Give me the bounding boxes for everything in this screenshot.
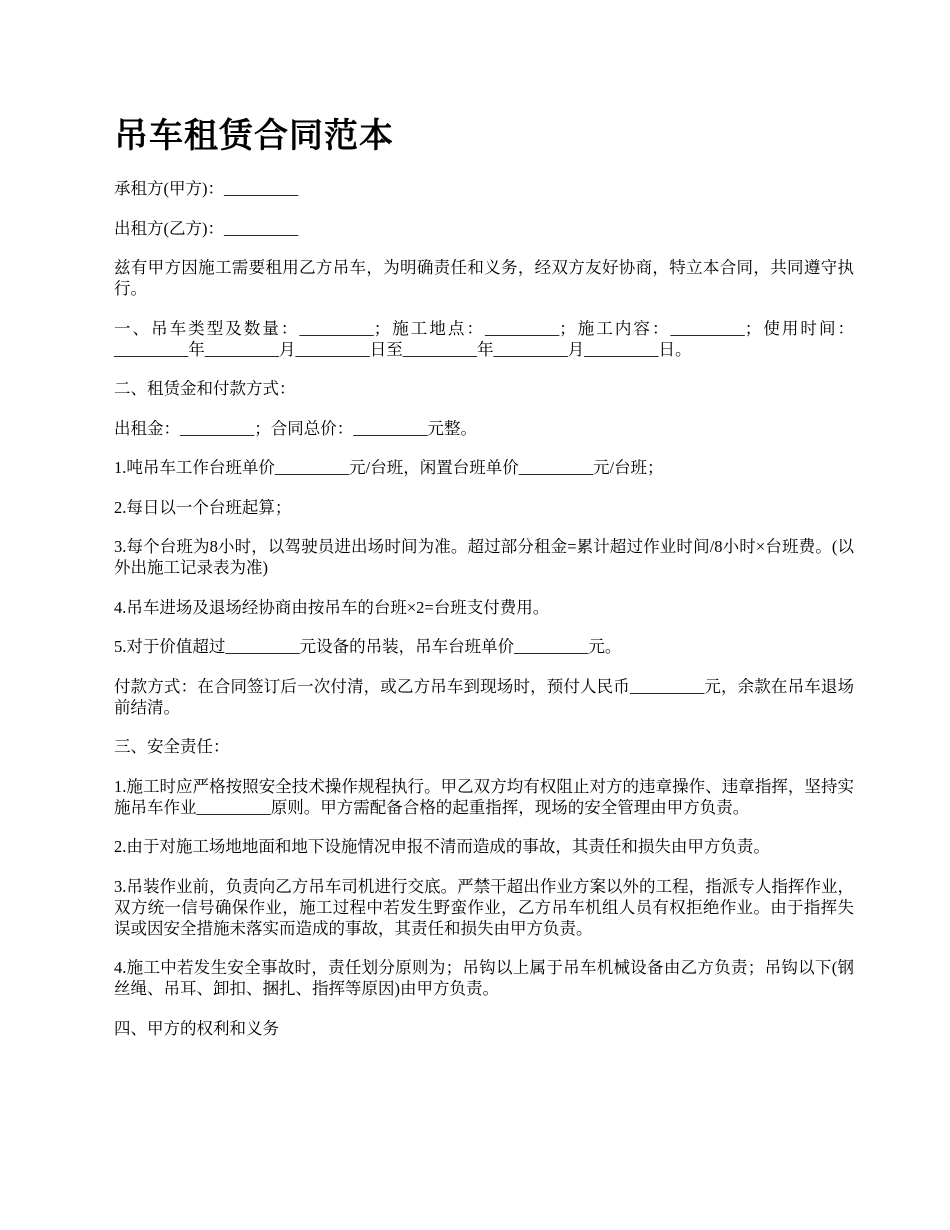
- preamble-paragraph: 兹有甲方因施工需要租用乙方吊车，为明确责任和义务，经双方友好协商，特立本合同，共同遵守执行。: [114, 258, 854, 298]
- section-3-heading: 三、安全责任：: [114, 737, 230, 756]
- safety-item-1: 1.施工时应严格按照安全技术操作规程执行。甲乙双方均有权阻止对方的违章操作、违章指挥，坚持实施吊车作业_________原则。甲方需配备合格的起重指挥，现场的安全管理由甲方负责。: [114, 776, 854, 817]
- rent-item-5: 5.对于价值超过_________元设备的吊装，吊车台班单价_________元。: [114, 637, 622, 656]
- clause-1-crane-type: 一、吊车类型及数量：_________；施工地点：_________；施工内容：_________；使用时间：_________年_________月_________日至_________年_________月_________日。: [114, 318, 854, 359]
- safety-item-2: 2.由于对施工场地地面和地下设施情况申报不清而造成的事故，其责任和损失由甲方负责。: [114, 837, 770, 856]
- document-page: [114, 108, 854, 1057]
- section-2-heading: 二、租赁金和付款方式：: [114, 379, 296, 398]
- rent-item-2: 2.每日以一个台班起算；: [114, 497, 292, 517]
- rent-item-3: 3.每个台班为8小时，以驾驶员进出场时间为准。超过部分租金=累计超过作业时间/8小时×台班费。(以外出施工记录表为准): [114, 537, 854, 577]
- party-b-line: 出租方(乙方)：_________: [114, 218, 299, 238]
- rent-amount-line: 出租金：_________；合同总价：_________元整。: [114, 418, 477, 438]
- section-4-heading: 四、甲方的权利和义务: [114, 1018, 279, 1038]
- payment-method-paragraph: 付款方式：在合同签订后一次付清，或乙方吊车到现场时，预付人民币_________元，余款在吊车退场前结清。: [114, 676, 854, 717]
- party-a-line: 承租方(甲方)：_________: [114, 179, 299, 198]
- safety-item-3: 3.吊装作业前，负责向乙方吊车司机进行交底。严禁干超出作业方案以外的工程，指派专人指挥作业，双方统一信号确保作业，施工过程中若发生野蛮作业，乙方吊车机组人员有权拒绝作业。由于指挥失误或因安全措施未落实而造成的事故，其责任和损失由甲方负责。: [114, 876, 854, 938]
- document-title: 吊车租赁合同范本: [114, 116, 394, 156]
- rent-item-4: 4.吊车进场及退场经协商由按吊车的台班×2=台班支付费用。: [114, 597, 550, 617]
- rent-item-1: 1.吨吊车工作台班单价_________元/台班，闲置台班单价_________元/台班；: [114, 458, 664, 477]
- safety-item-4: 4.施工中若发生安全事故时，责任划分原则为；吊钩以上属于吊车机械设备由乙方负责；吊钩以下(钢丝绳、吊耳、卸扣、捆扎、指挥等原因)由甲方负责。: [114, 958, 854, 998]
